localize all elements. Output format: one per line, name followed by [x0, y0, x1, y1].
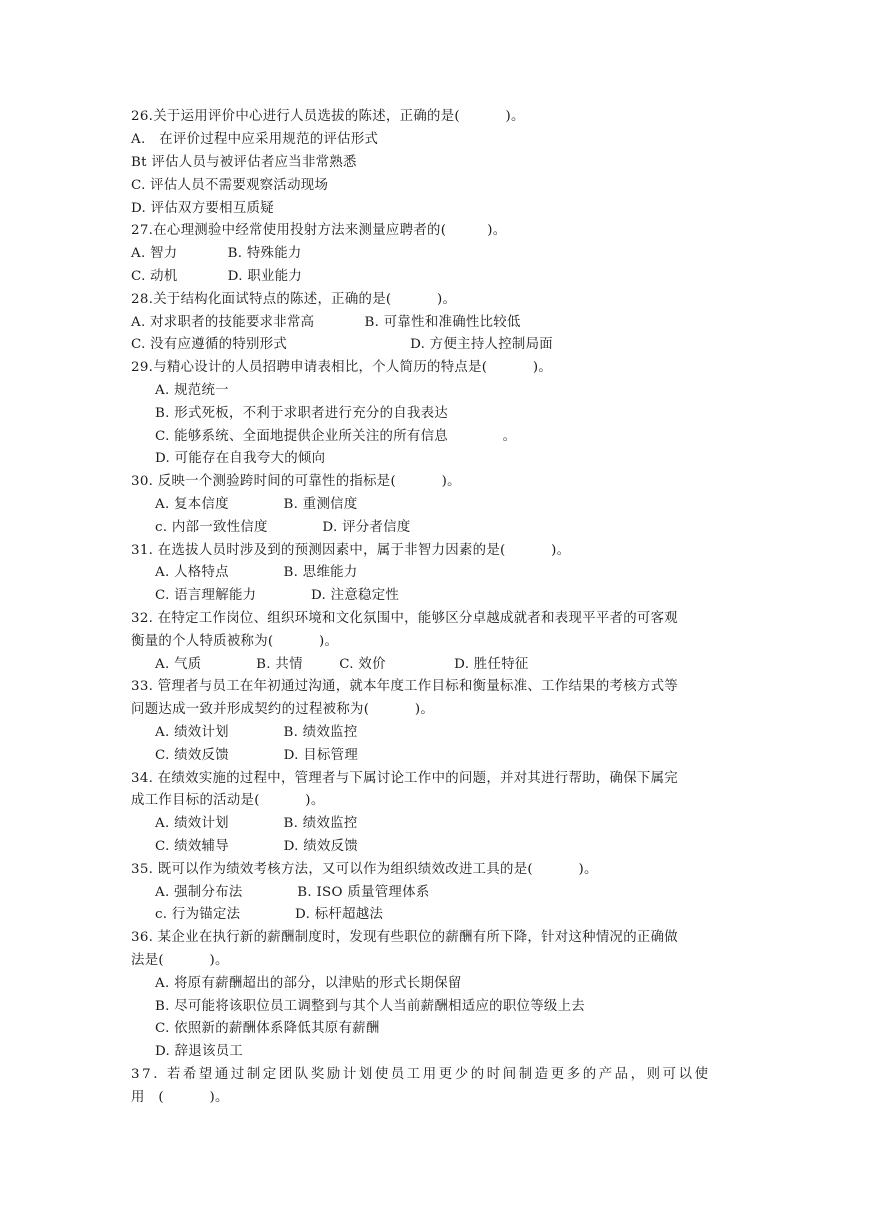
- question-33-line1: 33. 管理者与员工在年初通过沟通，就本年度工作目标和衡量标准、工作结果的考核方式等: [131, 679, 678, 694]
- q35-options-cd: c. 行为锚定法 D. 标杆超越法: [155, 907, 384, 922]
- q36-option-b: B. 尽可能将该职位员工调整到与其个人当前薪酬相适应的职位等级上去: [155, 999, 585, 1014]
- question-34-line1: 34. 在绩效实施的过程中，管理者与下属讨论工作中的问题，并对其进行帮助，确保下属完: [131, 771, 678, 786]
- question-28: 28.关于结构化面试特点的陈述，正确的是( )。: [131, 292, 457, 307]
- q29-option-a: A. 规范统一: [155, 383, 229, 398]
- question-33-line2: 问题达成一致并形成契约的过程被称为( )。: [131, 702, 435, 717]
- question-35: 35. 既可以作为绩效考核方法，又可以作为组织绩效改进工具的是( )。: [131, 862, 598, 877]
- question-26: 26.关于运用评价中心进行人员选拔的陈述，正确的是( )。: [131, 109, 525, 124]
- question-27: 27.在心理测验中经常使用投射方法来测量应聘者的( )。: [131, 223, 507, 238]
- question-32-line1: 32. 在特定工作岗位、组织环境和文化氛围中，能够区分卓越成就者和表现平平者的可客观: [131, 611, 678, 626]
- q29-option-c: C. 能够系统、全面地提供企业所关注的所有信息 。: [155, 429, 517, 444]
- q33-options-cd: C. 绩效反馈 D. 目标管理: [155, 748, 359, 763]
- q26-option-d: D. 评估双方要相互质疑: [131, 201, 274, 216]
- q34-options-ab: A. 绩效计划 B. 绩效监控: [155, 816, 358, 831]
- q34-options-cd: C. 绩效辅导 D. 绩效反馈: [155, 839, 359, 854]
- question-29: 29.与精心设计的人员招聘申请表相比，个人简历的特点是( )。: [131, 360, 553, 375]
- q29-option-d: D. 可能存在自我夸大的倾向: [155, 451, 326, 466]
- question-36-line2: 法是( )。: [131, 953, 229, 968]
- q27-options-cd: C. 动机 D. 职业能力: [131, 269, 303, 284]
- q35-options-ab: A. 强制分布法 B. ISO 质量管理体系: [155, 885, 430, 900]
- q30-options-cd: c. 内部一致性信度 D. 评分者信度: [155, 520, 411, 535]
- q26-option-a: A. 在评价过程中应采用规范的评估形式: [131, 132, 379, 147]
- question-36-line1: 36. 某企业在执行新的薪酬制度时，发现有些职位的薪酬有所下降，针对这种情况的正确做: [131, 930, 678, 945]
- q31-options-ab: A. 人格特点 B. 思维能力: [155, 565, 358, 580]
- q36-option-d: D. 辞退该员工: [155, 1044, 244, 1059]
- question-30: 30. 反映一个测验跨时间的可靠性的指标是( )。: [131, 474, 461, 489]
- q26-option-b: Bt 评估人员与被评估者应当非常熟悉: [131, 155, 357, 170]
- q26-option-c: C. 评估人员不需要观察活动现场: [131, 178, 329, 193]
- q36-option-a: A. 将原有薪酬超出的部分，以津贴的形式长期保留: [155, 976, 462, 991]
- question-37-line2: 用 ( )。: [131, 1090, 229, 1105]
- q28-options-cd: C. 没有应遵循的特别形式 D. 方便主持人控制局面: [131, 337, 553, 352]
- q28-options-ab: A. 对求职者的技能要求非常高 B. 可靠性和准确性比较低: [131, 315, 521, 330]
- q33-options-ab: A. 绩效计划 B. 绩效监控: [155, 725, 358, 740]
- q36-option-c: C. 依照新的薪酬体系降低其原有薪酬: [155, 1021, 380, 1036]
- q30-options-ab: A. 复本信度 B. 重测信度: [155, 497, 358, 512]
- question-32-line2: 衡量的个人特质被称为( )。: [131, 634, 339, 649]
- q27-options-ab: A. 智力 B. 特殊能力: [131, 246, 302, 261]
- question-34-line2: 成工作目标的活动是( )。: [131, 793, 325, 808]
- q31-options-cd: C. 语言理解能力 D. 注意稳定性: [155, 588, 400, 603]
- q29-option-b: B. 形式死板，不利于求职者进行充分的自我表达: [155, 406, 449, 421]
- q32-options: A. 气质 B. 共情 C. 效价 D. 胜任特征: [155, 657, 529, 672]
- question-31: 31. 在选拔人员时涉及到的预测因素中，属于非智力因素的是( )。: [131, 543, 571, 558]
- question-37-line1: 37. 若希望通过制定团队奖励计划使员工用更少的时间制造更多的产品，则可以使: [131, 1067, 711, 1082]
